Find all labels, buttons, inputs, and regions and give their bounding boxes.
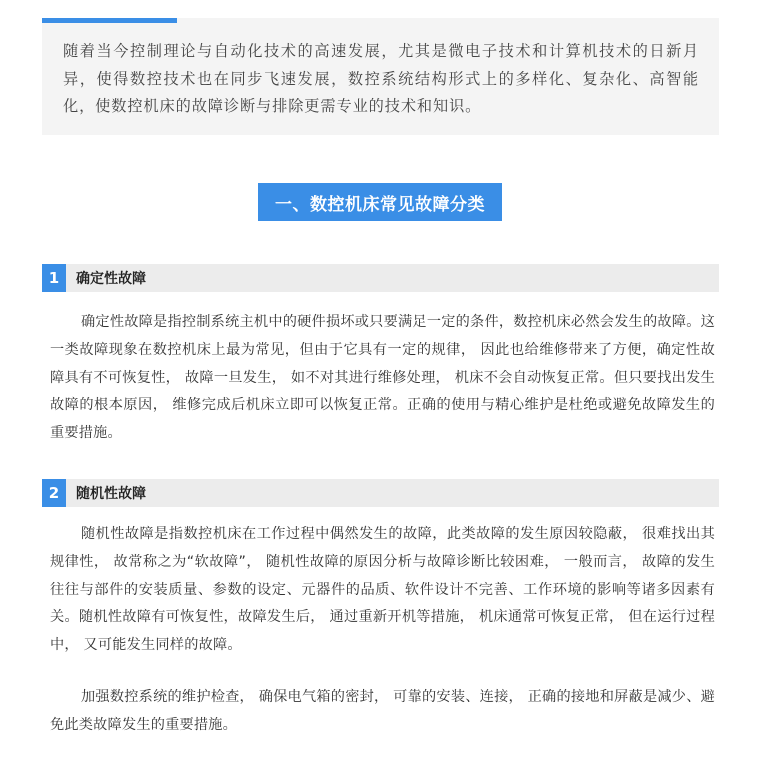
intro-accent-bar [42,18,177,23]
section-2-paragraph: 随机性故障是指数控机床在工作过程中偶然发生的故障，此类故障的发生原因较隐蔽， 很难找出其规律性， 故常称之为“软故障”， 随机性故障的原因分析与故障诊断比较困难， 一般而言， 故障的发生往往与部件的安装质量、参数的设定、元器件的品质、软件设计不完善、工作环境的影响等诸多因素有关。随机性故障有可恢复性，故障发生后， 通过重新开机等措施， 机床通常可恢复正常， 但在运行过程中， 又可能发生同样的故障。 [50,526,715,654]
main-heading: 一、数控机床常见故障分类 [258,183,502,221]
intro-text: 随着当今控制理论与自动化技术的高速发展，尤其是微电子技术和计算机技术的日新月异，使得数控技术也在同步飞速发展，数控系统结构形式上的多样化、复杂化、高智能化，使数控机床的故障诊断与排除更需专业的技术和知识。 [63,42,699,115]
section-title: 确定性故障 [76,271,146,287]
section-header-2 [42,479,719,507]
section-number-badge: 2 [42,479,66,507]
section-number-badge: 1 [42,264,66,292]
section-2-paragraph: 加强数控系统的维护检查， 确保电气箱的密封， 可靠的安装、连接， 正确的接地和屏蔽是减少、避免此类故障发生的重要措施。 [50,689,715,733]
section-header-1 [42,264,719,292]
section-title: 随机性故障 [76,486,146,502]
intro-box [42,18,719,135]
section-1-paragraph: 确定性故障是指控制系统主机中的硬件损坏或只要满足一定的条件，数控机床必然会发生的故障。这一类故障现象在数控机床上最为常见，但由于它具有一定的规律， 因此也给维修带来了方便，确定性故障具有不可恢复性， 故障一旦发生， 如不对其进行维修处理， 机床不会自动恢复正常。但只要找出发生故障的根本原因， 维修完成后机床立即可以恢复正常。正确的使用与精心维护是杜绝或避免故障发生的重要措施。 [50,314,715,442]
